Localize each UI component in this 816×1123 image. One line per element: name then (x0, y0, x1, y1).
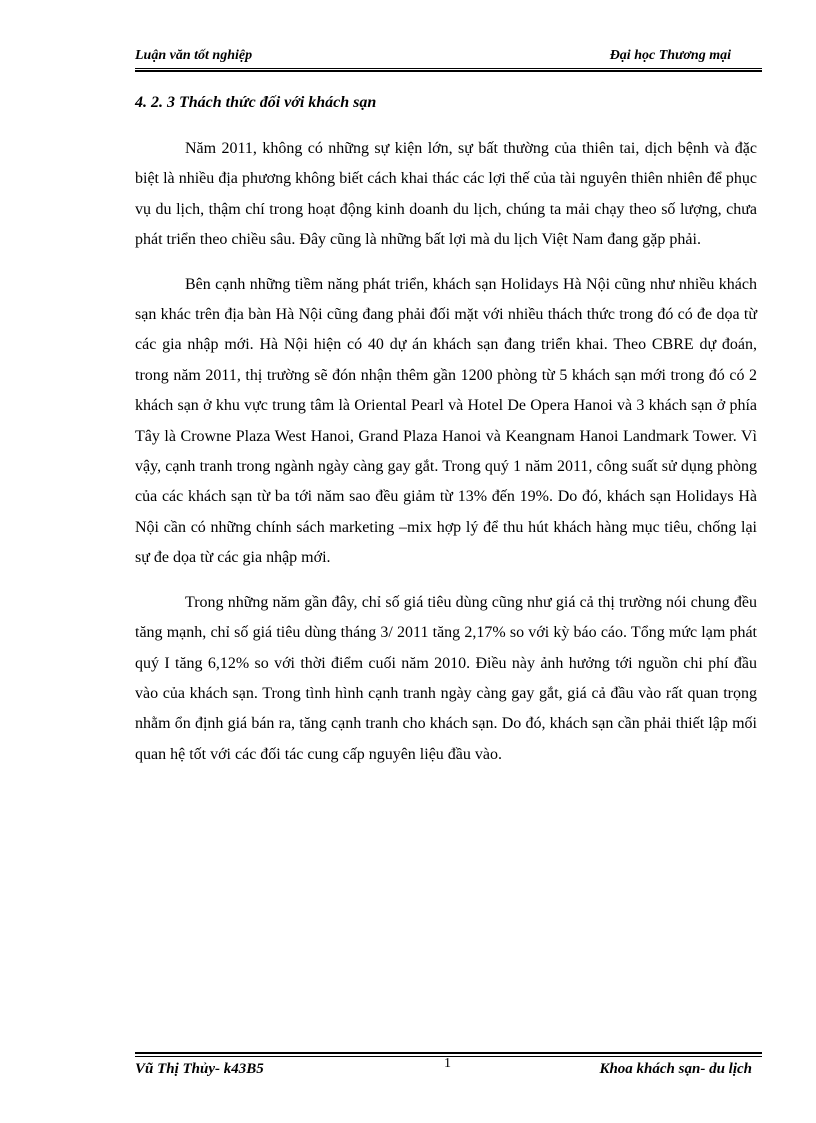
header-thesis-label: Luận văn tốt nghiệp (135, 48, 253, 63)
header-rule (135, 68, 762, 69)
paragraph-2: Bên cạnh những tiềm năng phát triển, khách sạn Holidays Hà Nội cũng như nhiều khách sạn khác trên địa bàn Hà Nội cũng đang phải đối mặt với nhiều thách thức trong đó có đe dọa từ các gia nhập mới. Hà Nội hiện có 40 dự án khách sạn đang triển khai. Theo CBRE dự đoán, trong năm 2011, thị trường sẽ đón nhận thêm gần 1200 phòng từ 5 khách sạn mới trong đó có 2 khách sạn ở khu vực trung tâm là Oriental Pearl và Hotel De Opera Hanoi và 3 khách sạn ở phía Tây là Crowne Plaza West Hanoi, Grand Plaza Hanoi và Keangnam Hanoi Landmark Tower. Vì vậy, cạnh tranh trong ngành ngày càng gay gắt. Trong quý 1 năm 2011, công suất sử dụng phòng của các khách sạn từ ba tới năm sao đều giảm từ 13% đến 19%. Do đó, khách sạn Holidays Hà Nội cần có những chính sách marketing –mix hợp lý để thu hút khách hàng mục tiêu, chống lại sự đe dọa từ các gia nhập mới. (135, 275, 757, 567)
paragraph-1: Năm 2011, không có những sự kiện lớn, sự bất thường của thiên tai, dịch bệnh và đặc biệt là nhiều địa phương không biết cách khai thác các lợi thế của tài nguyên thiên nhiên để phục vụ du lịch, thậm chí trong hoạt động kinh doanh du lịch, chúng ta mải chạy theo số lượng, chưa phát triển theo chiều sâu. Đây cũng là những bất lợi mà du lịch Việt Nam đang gặp phải. (135, 140, 757, 249)
footer-department: Khoa khách sạn- du lịch (599, 1061, 752, 1077)
header-rule-thick (135, 70, 762, 72)
section-heading: 4. 2. 3 Thách thức đối với khách sạn (135, 94, 377, 111)
paragraph-3: Trong những năm gần đây, chỉ số giá tiêu dùng cũng như giá cả thị trường nói chung đều tăng mạnh, chỉ số giá tiêu dùng tháng 3/ 2011 tăng 2,17% so với kỳ báo cáo. Tổng mức lạm phát quý I tăng 6,12% so với thời điểm cuối năm 2010. Điều này ảnh hưởng tới nguồn chi phí đầu vào của khách sạn. Trong tình hình cạnh tranh ngày càng gay gắt, giá cả đầu vào rất quan trọng nhằm ổn định giá bán ra, tăng cạnh tranh cho khách sạn. Do đó, khách sạn cần phải thiết lập mối quan hệ tốt với các đối tác cung cấp nguyên liệu đầu vào. (135, 593, 757, 763)
footer-rule-thick (135, 1052, 762, 1054)
header-university-label: Đại học Thương mại (609, 48, 731, 63)
page-footer (135, 1056, 762, 1080)
footer-author: Vũ Thị Thủy- k43B5 (135, 1061, 264, 1077)
body-text (135, 134, 757, 784)
page-header (135, 48, 762, 68)
page-number: 1 (444, 1056, 451, 1071)
